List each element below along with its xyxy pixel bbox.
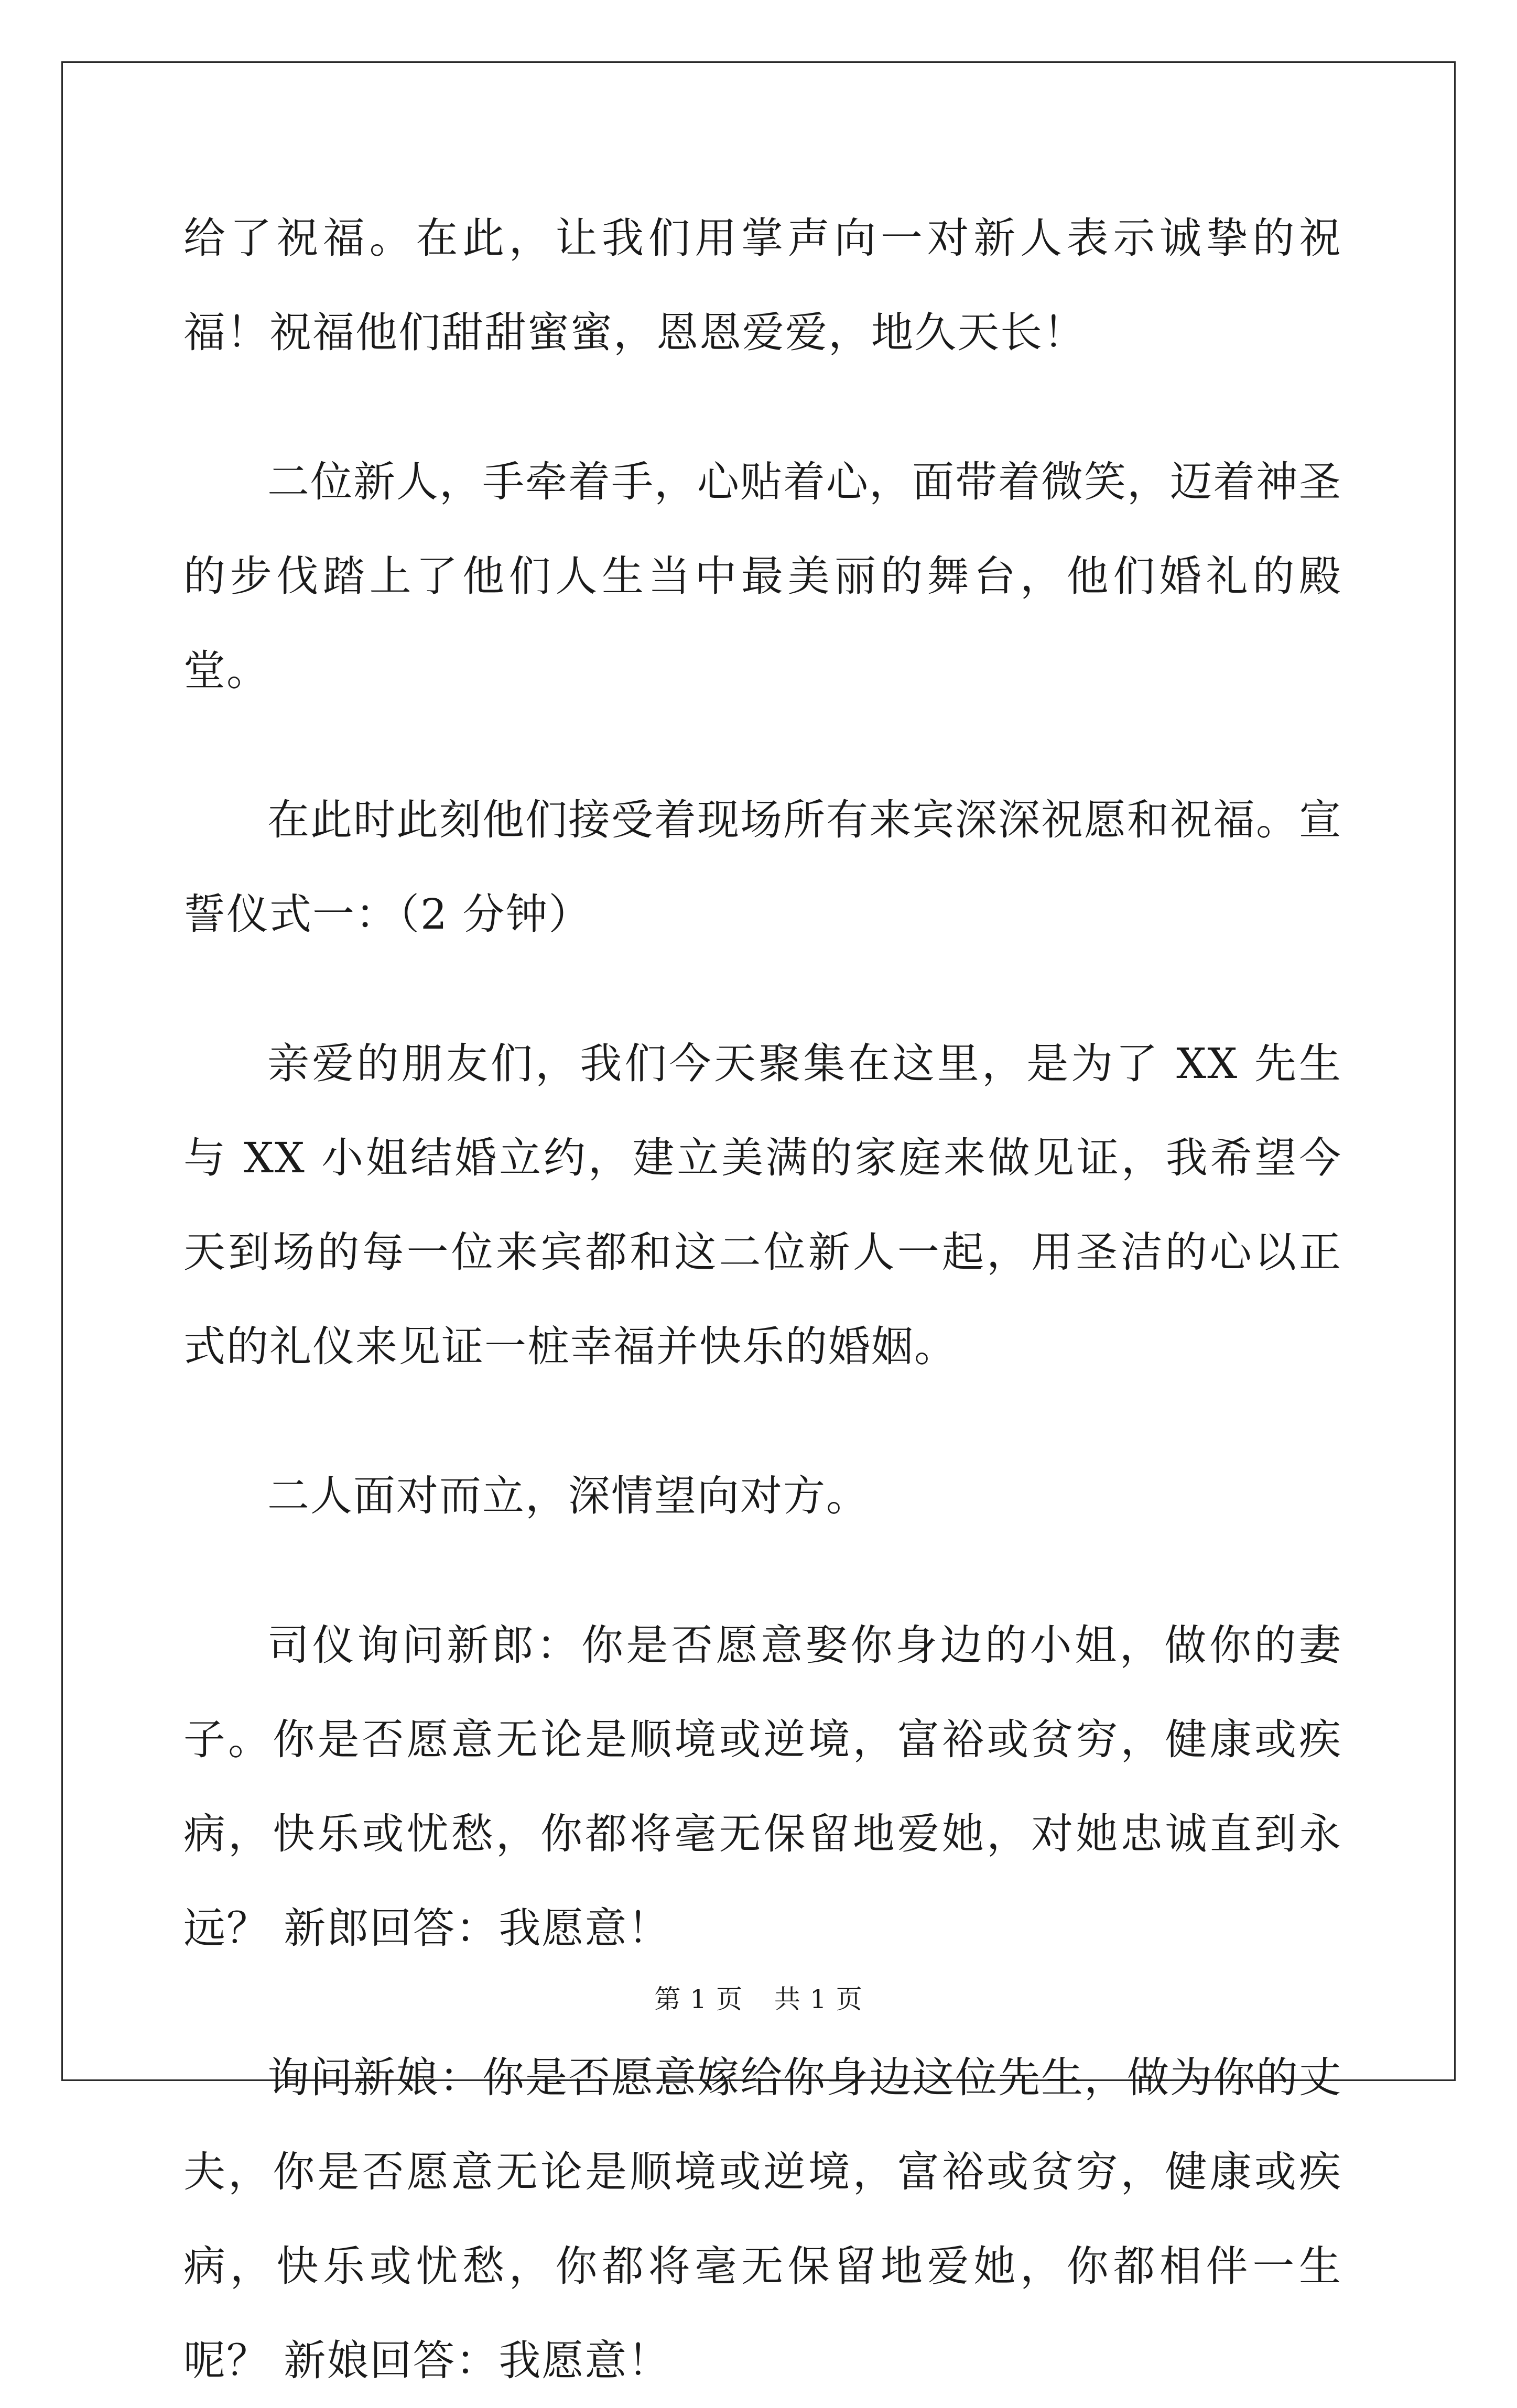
paragraph-1: 给了祝福。在此，让我们用掌声向一对新人表示诚挚的祝福！祝福他们甜甜蜜蜜，恩恩爱爱，地久天长！ [183,214,1342,357]
page-number: 第 1 页 [654,1984,743,2014]
paragraph-3: 在此时此刻他们接受着现场所有来宾深深祝愿和祝福。宣誓仪式一：（2 分钟） [183,796,1342,939]
paragraph-7: 询问新娘：你是否愿意嫁给你身边这位先生，做为你的丈夫，你是否愿意无论是顺境或逆境，富裕或贫穷，健康或疾病，快乐或忧愁，你都将毫无保留地爱她，你都相伴一生呢？ 新娘回答：我愿意！ [183,2053,1342,2385]
paragraph-2: 二位新人，手牵着手，心贴着心，面带着微笑，迈着神圣的步伐踏上了他们人生当中最美丽的舞台，他们婚礼的殿堂。 [183,457,1342,695]
page-footer [0,1984,1517,2015]
paragraph-6: 司仪询问新郎：你是否愿意娶你身边的小姐，做你的妻子。你是否愿意无论是顺境或逆境，富裕或贫穷，健康或疾病，快乐或忧愁，你都将毫无保留地爱她，对她忠诚直到永远？ 新郎回答：我愿意！ [183,1621,1342,1953]
paragraph-4: 亲爱的朋友们，我们今天聚集在这里，是为了 XX 先生与 XX 小姐结婚立约，建立美满的家庭来做见证，我希望今天到场的每一位来宾都和这二位新人一起，用圣洁的心以正式的礼仪来见证一桩幸福并快乐的婚姻。 [183,1039,1342,1371]
page-total: 共 1 页 [774,1984,863,2014]
document-body [183,191,1342,2408]
paragraph-5: 二人面对而立，深情望向对方。 [267,1472,869,1520]
